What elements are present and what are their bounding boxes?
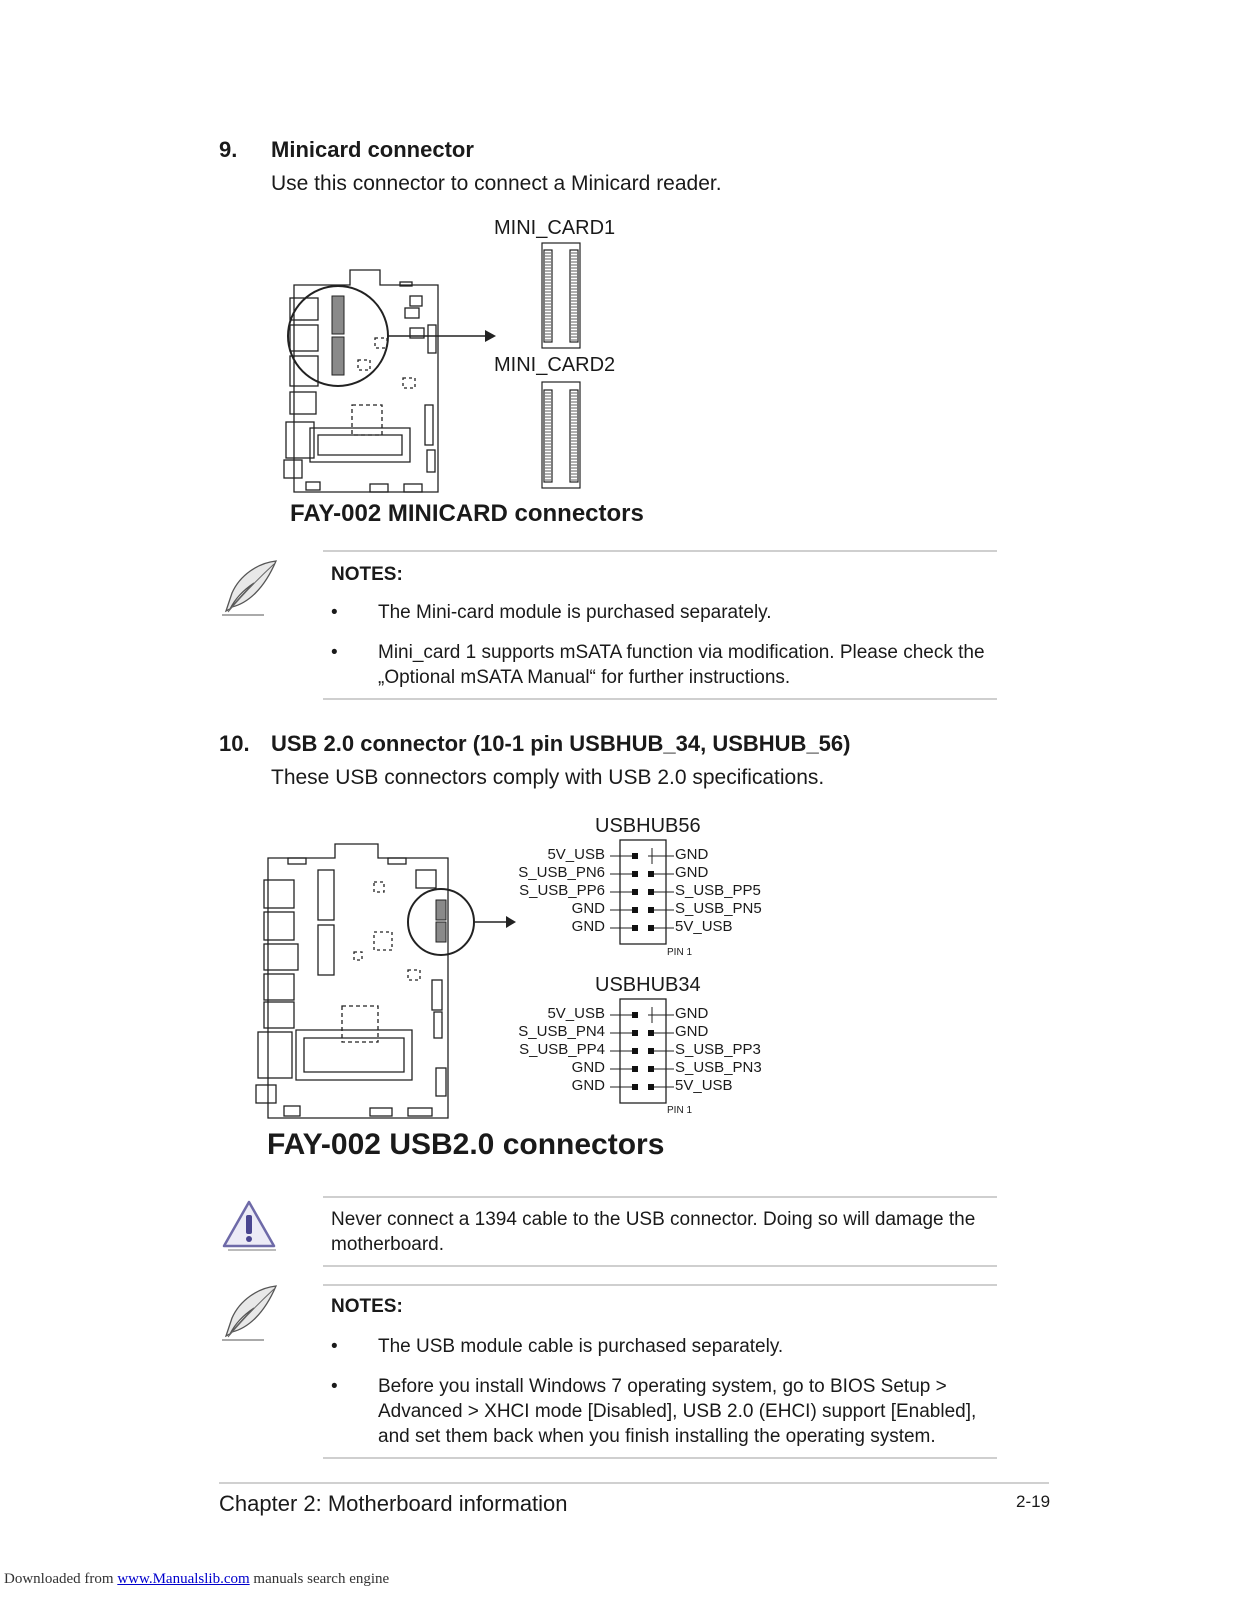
section-10-number: 10. (219, 731, 250, 756)
download-suffix: manuals search engine (249, 1571, 390, 1587)
note2-bullet-2-cont1: Advanced > XHCI mode [Disabled], USB 2.0 (EHCI) support [Enabled], (378, 1401, 977, 1422)
hub34-left-pin-label: S_USB_PN4 (518, 1023, 605, 1040)
hub56-right-pin-label: GND (675, 846, 709, 863)
pin-left (632, 907, 638, 913)
notes2-top-rule (323, 1284, 997, 1286)
hub34-left-pin-label: GND (571, 1059, 605, 1076)
download-banner (4, 1571, 389, 1588)
bullet-dot: • (331, 1376, 338, 1397)
warning-triangle-icon (220, 1198, 278, 1252)
notes-title: NOTES: (331, 564, 403, 585)
pin-right (648, 1030, 654, 1036)
hub34-right-pin-label: S_USB_PN3 (675, 1059, 762, 1076)
pin-left (632, 1012, 638, 1018)
hub56-left-pin-label: GND (571, 918, 605, 935)
notes2-bottom-rule (323, 1457, 997, 1459)
hub56-right-pin-label: S_USB_PP5 (675, 882, 761, 899)
pin-left (632, 1066, 638, 1072)
hub34-right-pin-label: GND (675, 1023, 709, 1040)
pin-left (632, 925, 638, 931)
page-number: 2-19 (1016, 1492, 1051, 1511)
pin-right (648, 871, 654, 877)
notes-bottom-rule (323, 698, 997, 700)
usbhub34-pin-header (600, 997, 680, 1107)
figure-caption-minicard: FAY-002 MINICARD connectors (290, 500, 644, 527)
note-bullet-2: Mini_card 1 supports mSATA function via modification. Please check the (378, 642, 985, 663)
pin-right (648, 1048, 654, 1054)
download-prefix: Downloaded from (4, 1571, 118, 1587)
mini-card2-label: MINI_CARD2 (494, 354, 616, 376)
pin-left (632, 1048, 638, 1054)
note2-bullet-2-cont2: and set them back when you finish installing the operating system. (378, 1426, 936, 1447)
hub34-right-pin-label: 5V_USB (675, 1077, 733, 1094)
figure-caption-usb: FAY-002 USB2.0 connectors (267, 1128, 665, 1161)
hub56-right-pin-label: GND (675, 864, 709, 881)
mini-card1-label: MINI_CARD1 (494, 217, 616, 239)
footer-rule (219, 1482, 1049, 1484)
hub34-left-pin-label: S_USB_PP4 (519, 1041, 605, 1058)
caution-text-line2: motherboard. (331, 1234, 445, 1255)
hub56-left-pin-label: S_USB_PP6 (519, 882, 605, 899)
notes-top-rule (323, 550, 997, 552)
hub34-right-pin-label: S_USB_PP3 (675, 1041, 761, 1058)
hub56-left-pin-label: 5V_USB (547, 846, 605, 863)
pin-left (632, 1030, 638, 1036)
usb-board-diagram (250, 840, 530, 1125)
hub56-right-pin-label: 5V_USB (675, 918, 733, 935)
pin-right (648, 1066, 654, 1072)
pin-right (648, 907, 654, 913)
note2-bullet-1: The USB module cable is purchased separately. (378, 1336, 784, 1357)
manualslib-link[interactable]: www.Manualslib.com (117, 1571, 250, 1587)
section-9-title: Minicard connector (271, 137, 474, 162)
section-9-description: Use this connector to connect a Minicard reader. (271, 172, 722, 195)
hub34-left-pin-label: 5V_USB (547, 1005, 605, 1022)
usbhub56-label: USBHUB56 (595, 815, 701, 837)
hub56-right-pin-label: S_USB_PN5 (675, 900, 762, 917)
pin-left (632, 889, 638, 895)
bullet-dot: • (331, 1336, 338, 1357)
hub56-left-pin-label: GND (571, 900, 605, 917)
hub34-left-pin-label: GND (571, 1077, 605, 1094)
note-bullet-2-cont: „Optional mSATA Manual“ for further instructions. (378, 667, 791, 688)
bullet-dot: • (331, 642, 338, 663)
feather-pen-icon (218, 557, 282, 619)
pin-left (632, 871, 638, 877)
notes2-title: NOTES: (331, 1296, 403, 1317)
bullet-dot: • (331, 602, 338, 623)
hub34-right-pin-label: GND (675, 1005, 709, 1022)
section-10-description: These USB connectors comply with USB 2.0 specifications. (271, 766, 825, 789)
note-bullet-1: The Mini-card module is purchased separately. (378, 602, 772, 623)
pin-left (632, 1084, 638, 1090)
section-10-title: USB 2.0 connector (10-1 pin USBHUB_34, USBHUB_56) (271, 731, 851, 756)
usbhub56-pin1-label: PIN 1 (667, 947, 693, 958)
feather-pen-icon (218, 1282, 282, 1344)
caution-bottom-rule (323, 1265, 997, 1267)
note2-bullet-2: Before you install Windows 7 operating system, go to BIOS Setup > (378, 1376, 947, 1397)
pin-right (648, 925, 654, 931)
footer-chapter: Chapter 2: Motherboard information (219, 1491, 568, 1516)
section-9-number: 9. (219, 137, 238, 162)
pin-right (648, 889, 654, 895)
caution-text-line1: Never connect a 1394 cable to the USB connector. Doing so will damage the (331, 1209, 976, 1230)
hub56-left-pin-label: S_USB_PN6 (518, 864, 605, 881)
pin-right (648, 1084, 654, 1090)
usbhub34-pin1-label: PIN 1 (667, 1105, 693, 1116)
motherboard-outline (268, 844, 448, 1118)
caution-top-rule (323, 1196, 997, 1198)
usbhub56-pin-header (600, 838, 680, 948)
usbhub34-label: USBHUB34 (595, 974, 701, 996)
pin-left (632, 853, 638, 859)
